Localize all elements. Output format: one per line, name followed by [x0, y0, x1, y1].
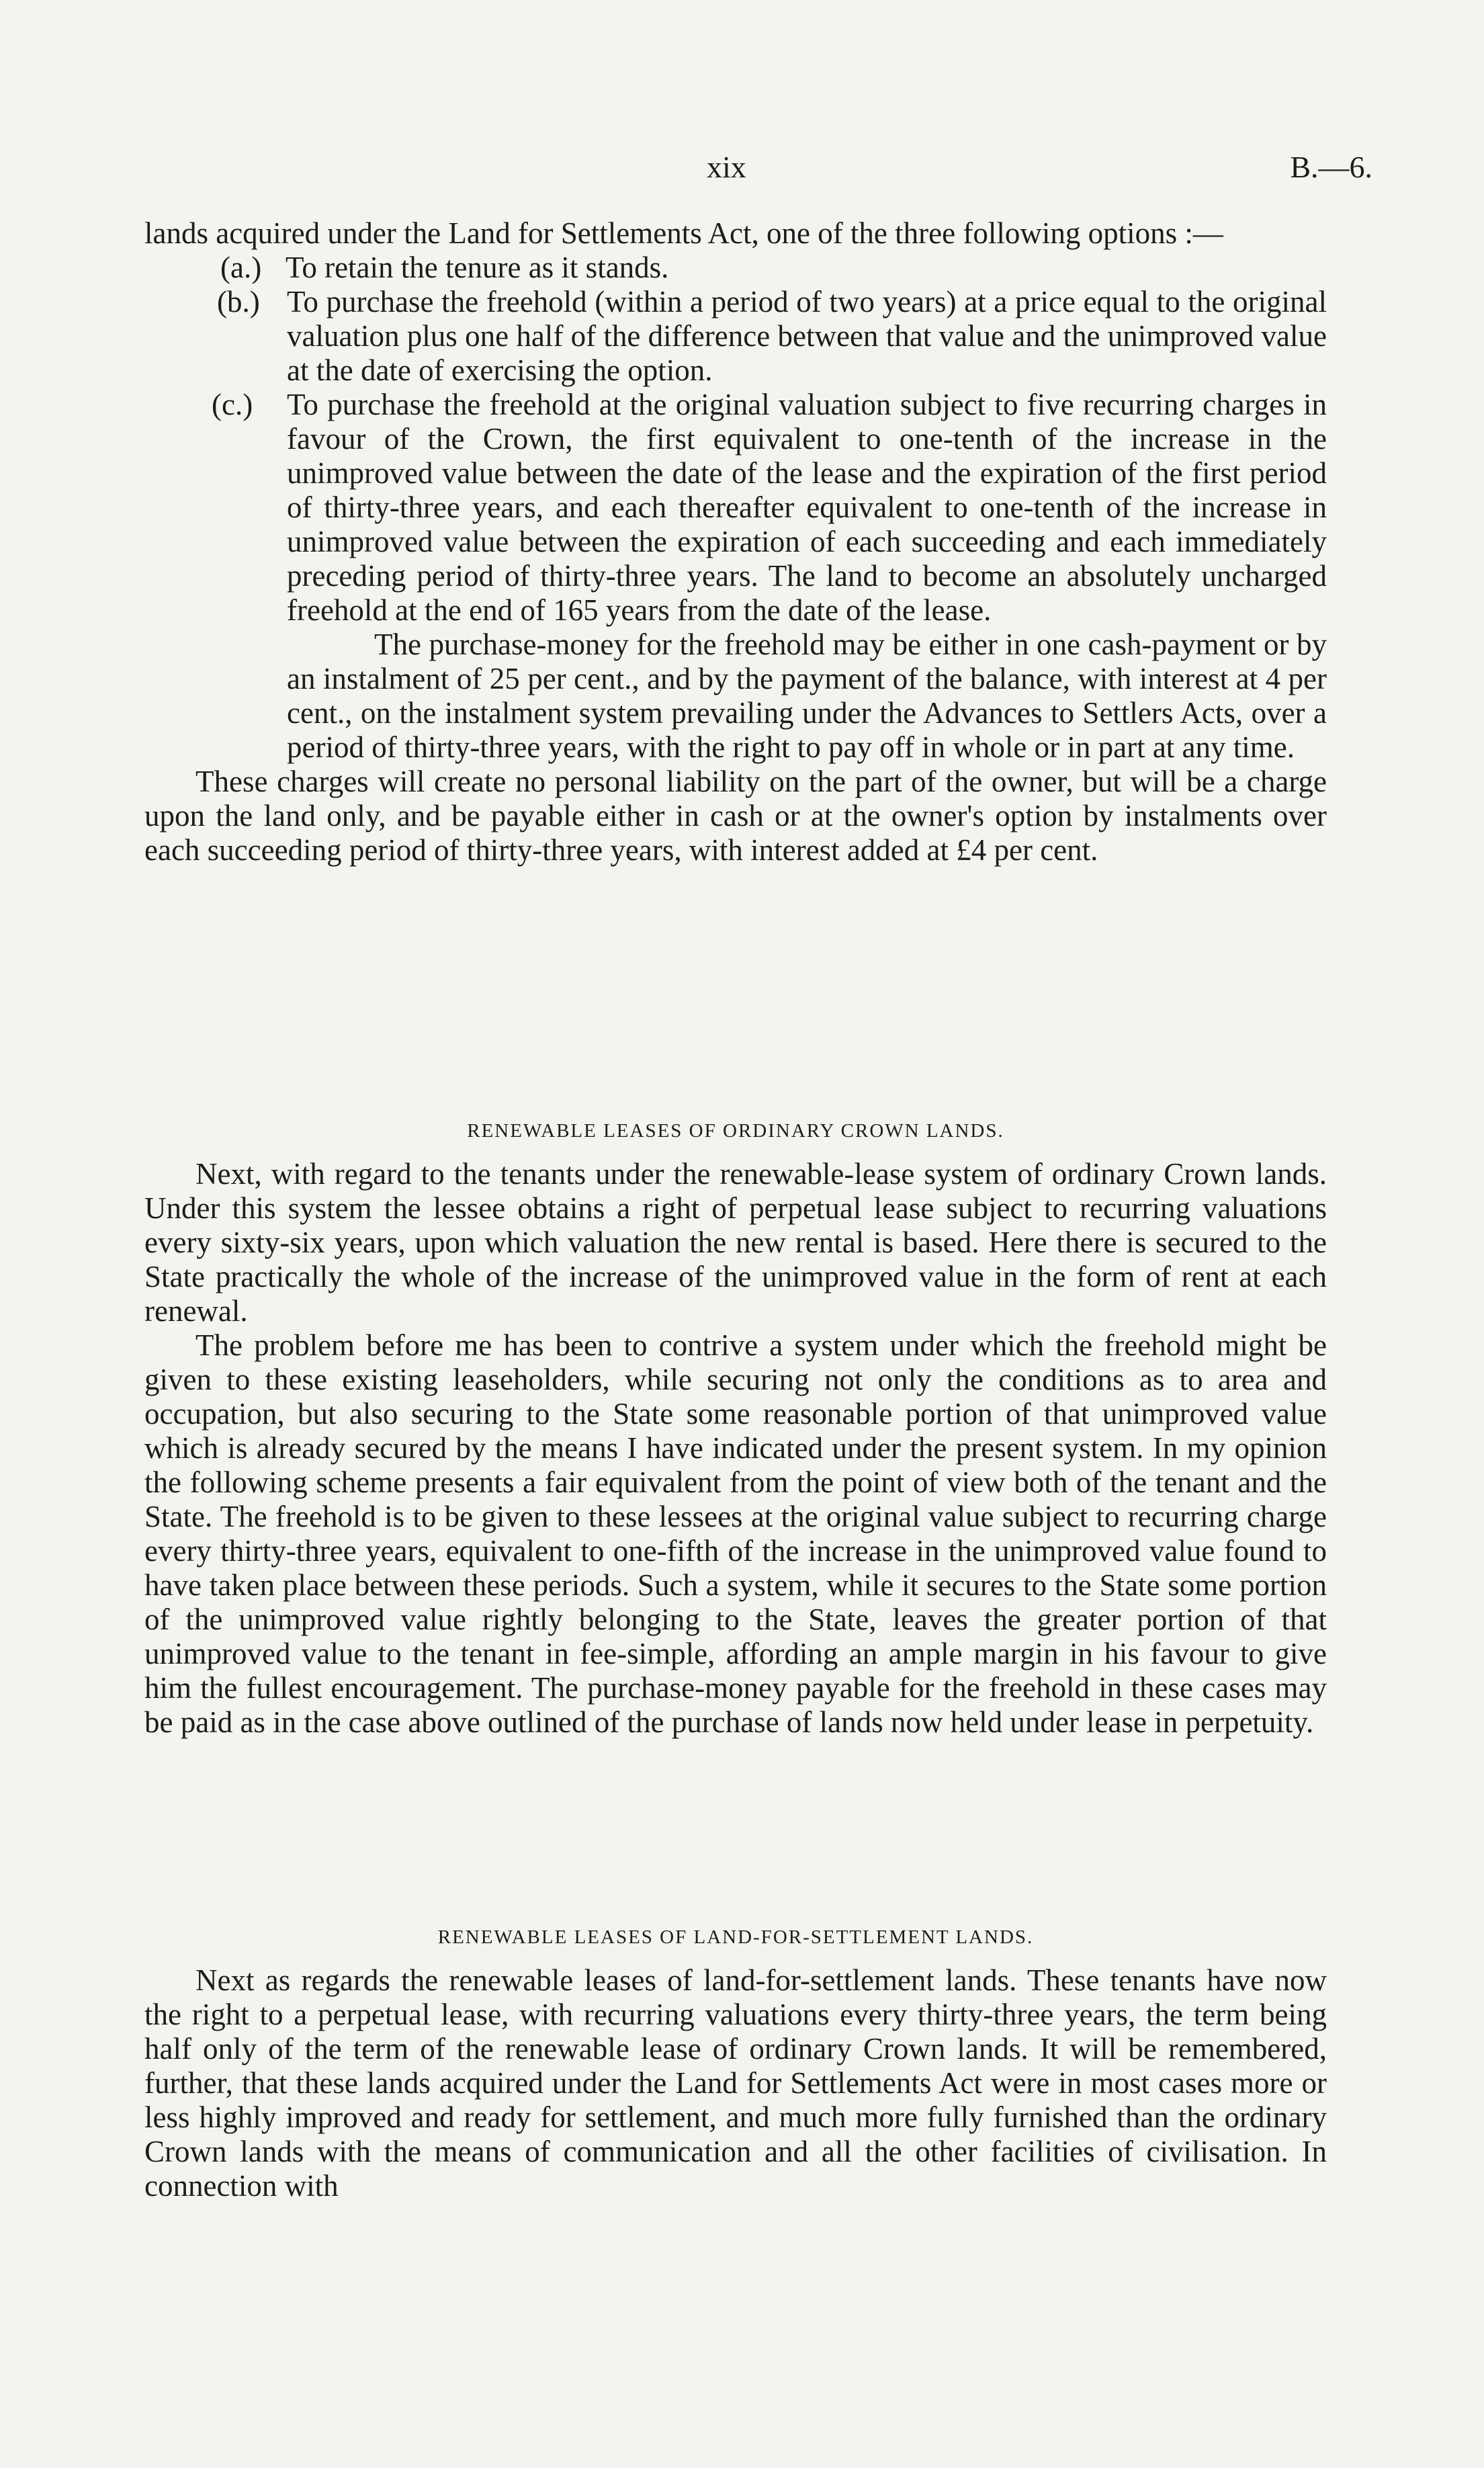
section-heading-ordinary-crown-lands: RENEWABLE LEASES OF ORDINARY CROWN LANDS.	[467, 1120, 1004, 1142]
section-heading-land-for-settlement: RENEWABLE LEASES OF LAND-FOR-SETTLEMENT LANDS.	[437, 1926, 1034, 1948]
page-number: xix	[707, 150, 746, 184]
option-a-text: To retain the tenure as it stands.	[286, 251, 669, 284]
option-b-label: (b.)	[217, 285, 260, 318]
option-c	[144, 388, 1327, 628]
option-c-label: (c.)	[212, 388, 253, 421]
purchase-money-paragraph: The purchase-money for the freehold may be either in one cash-payment or by an instalment of 25 per cent., and by the payment of the balance, with interest at 4 per cent., on the instalment system prevailing under the Advances to Settlers Acts, over a period of thirty-three years, with the right to pay off in whole or in part at any time.	[287, 628, 1327, 764]
document-reference: B.—6.	[1290, 150, 1372, 184]
option-c-text: To purchase the freehold at the original valuation subject to five recurring charges in favour of the Crown, the first equivalent to one-tenth of the increase in the unimproved value between the date of the lease and the expiration of the first period of thirty-three years, and each thereafter equivalent to one-tenth of the increase in unimproved value between the expiration of each succeeding and each immediately preceding period of thirty-three years. The land to become an absolutely uncharged freehold at the end of 165 years from the date of the lease.	[287, 388, 1327, 627]
option-a-label: (a.)	[220, 251, 262, 284]
option-b	[144, 285, 1327, 388]
paragraph: Next, with regard to the tenants under the renewable-lease system of ordinary Crown lands. Under this system the lessee obtains a right of perpetual lease subject to recurring valuations every sixty-six years, upon which valuation the new rental is based. Here there is secured to the State practically the whole of the increase of the unimproved value in the form of rent at each renewal.	[144, 1157, 1327, 1328]
paragraph: Next as regards the renewable leases of land-for-settlement lands. These tenants have now the right to a perpetual lease, with recurring valuations every thirty-three years, the term being half only of the term of the renewable lease of ordinary Crown lands. It will be remembered, further, that these lands acquired under the Land for Settlements Act were in most cases more or less highly improved and ready for settlement, and much more fully furnished than the ordinary Crown lands with the means of communication and all the other facilities of civilisation. In connection with	[144, 1963, 1327, 2203]
section-ordinary-crown-lands	[144, 1157, 1327, 1740]
options-intro: lands acquired under the Land for Settlements Act, one of the three following options :—	[144, 216, 1223, 250]
option-a	[144, 251, 1327, 285]
paragraph: The problem before me has been to contrive a system under which the freehold might be given to these existing leaseholders, while securing not only the conditions as to area and occupation, but also securing to the State some reasonable portion of that unimproved value which is already secured by the means I have indicated under the present system. In my opinion the following scheme presents a fair equivalent from the point of view both of the tenant and the State. The freehold is to be given to these lessees at the original value subject to recurring charge every thirty-three years, equivalent to one-fifth of the increase in the unimproved value found to have taken place between these periods. Such a system, while it secures to the State some portion of the unimproved value rightly belonging to the State, leaves the greater portion of that unimproved value to the tenant in fee-simple, affording an ample margin in his favour to give him the fullest encouragement. The purchase-money payable for the freehold in these cases may be paid as in the case above outlined of the purchase of lands now held under lease in perpetuity.	[144, 1328, 1327, 1739]
charges-paragraph: These charges will create no personal liability on the part of the owner, but will be a charge upon the land only, and be payable either in cash or at the owner's option by instalments over each succeeding period of thirty-three years, with interest added at £4 per cent.	[144, 765, 1327, 867]
section-options	[144, 216, 1327, 867]
option-b-text: To purchase the freehold (within a period of two years) at a price equal to the original valuation plus one half of the difference between that value and the unimproved value at the date of exercising the option.	[287, 285, 1327, 387]
section-land-for-settlement	[144, 1963, 1327, 2203]
